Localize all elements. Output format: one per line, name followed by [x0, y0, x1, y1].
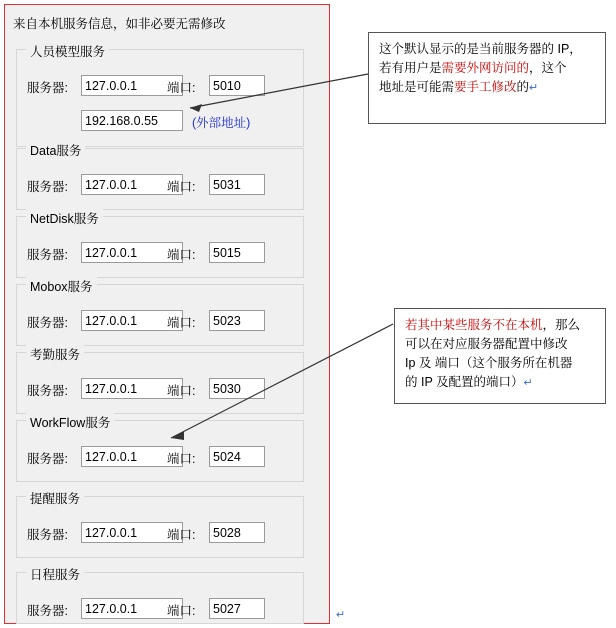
group-legend: WorkFlow服务: [26, 413, 114, 431]
server-port-input[interactable]: [209, 598, 265, 619]
service-group-schedule: [16, 568, 304, 624]
pilcrow-mark: ↵: [336, 609, 346, 621]
note-line: 若有用户是需要外网访问的，这个: [379, 61, 567, 75]
pilcrow-mark: ↵: [523, 377, 533, 389]
group-legend: 提醒服务: [26, 489, 84, 507]
port-label: 端口:: [167, 604, 196, 618]
port-label: 端口:: [167, 81, 196, 95]
annotation-arrow-2: [165, 320, 397, 444]
server-external-ip-input[interactable]: [81, 110, 183, 131]
server-port-input[interactable]: [209, 242, 265, 263]
service-group-netdisk: [16, 212, 304, 278]
note-line: 这个默认显示的是当前服务器的 IP，: [379, 42, 582, 56]
service-group-data: [16, 144, 304, 210]
group-legend: Data服务: [26, 141, 85, 159]
port-label: 端口:: [167, 452, 196, 466]
service-group-reminder: [16, 492, 304, 558]
note-line: 可以在对应服务器配置中修改: [405, 337, 568, 351]
port-label: 端口:: [167, 316, 196, 330]
server-label: 服务器:: [27, 528, 68, 542]
server-port-input[interactable]: [209, 446, 265, 467]
group-legend: Mobox服务: [26, 277, 97, 295]
server-label: 服务器:: [27, 81, 68, 95]
annotation-arrow-1: [182, 70, 372, 112]
port-label: 端口:: [167, 248, 196, 262]
port-label: 端口:: [167, 384, 196, 398]
note-line: 地址是可能需要手工修改的↵: [379, 80, 539, 94]
group-legend: 考勤服务: [26, 345, 84, 363]
page-title: 来自本机服务信息，如非必要无需修改: [13, 17, 226, 31]
group-legend: 日程服务: [26, 565, 84, 583]
server-label: 服务器:: [27, 248, 68, 262]
server-label: 服务器:: [27, 384, 68, 398]
group-legend: 人员模型服务: [26, 42, 109, 60]
group-legend: NetDisk服务: [26, 209, 103, 227]
server-label: 服务器:: [27, 316, 68, 330]
annotation-note-external-ip: [368, 32, 606, 124]
external-address-note: (外部地址): [192, 116, 251, 130]
note-line: Ip 及 端口（这个服务所在机器: [405, 356, 573, 370]
server-label: 服务器:: [27, 604, 68, 618]
note-line: 的 IP 及配置的端口）↵: [405, 375, 533, 389]
server-port-input[interactable]: [209, 522, 265, 543]
server-label: 服务器:: [27, 452, 68, 466]
note-line: 若其中某些服务不在本机，那么: [405, 318, 581, 332]
server-port-input[interactable]: [209, 174, 265, 195]
port-label: 端口:: [167, 528, 196, 542]
pilcrow-mark: ↵: [529, 82, 539, 94]
annotation-note-remote-service: [394, 308, 606, 404]
port-label: 端口:: [167, 180, 196, 194]
server-label: 服务器:: [27, 180, 68, 194]
